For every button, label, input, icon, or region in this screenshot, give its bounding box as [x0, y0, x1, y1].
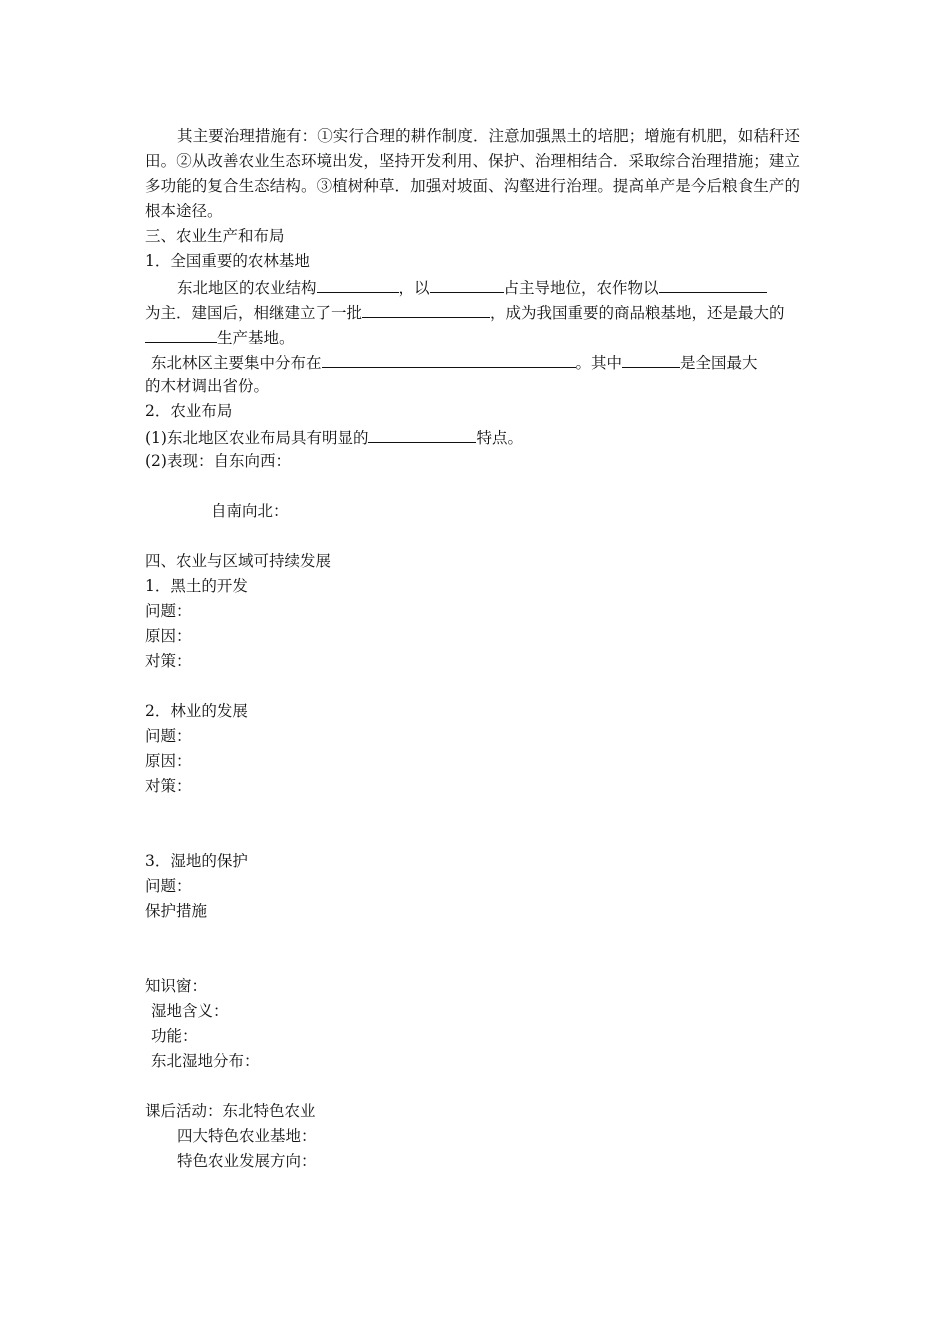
forest-text-c: 是全国最大 — [680, 354, 758, 372]
forest-line-2: 的木材调出省份。 — [145, 377, 270, 395]
farm-blank-5[interactable] — [145, 324, 217, 343]
farm-text-d: 为主．建国后，相继建立了一批 — [145, 304, 363, 322]
forest-text-a: 东北林区主要集中分布在 — [151, 354, 322, 372]
forestry-reason: 原因： — [145, 752, 192, 770]
layout-blank-1[interactable] — [368, 424, 476, 443]
section4-sub1: 1．黑土的开发 — [145, 577, 248, 595]
farm-text-f: 生产基地。 — [217, 329, 295, 347]
farm-text-b: ，以 — [398, 279, 430, 297]
farm-blank-1[interactable] — [317, 274, 399, 293]
farm-blank-3[interactable] — [659, 274, 767, 293]
section3-heading: 三、农业生产和布局 — [145, 227, 285, 245]
farm-line-3 — [145, 324, 805, 349]
layout-line-3: 自南向北： — [211, 502, 289, 520]
knowledge-distribution: 东北湿地分布： — [151, 1052, 260, 1070]
farm-line-1 — [145, 274, 805, 299]
blacksoil-reason: 原因： — [145, 627, 192, 645]
forest-blank-1[interactable] — [322, 349, 576, 368]
section3-sub2: 2．农业布局 — [145, 402, 233, 420]
layout-text-b: 特点。 — [476, 429, 523, 447]
document-page — [145, 124, 805, 1174]
layout-line-2: (2)表现：自东向西： — [145, 452, 291, 470]
layout-text-a: (1)东北地区农业布局具有明显的 — [145, 429, 369, 447]
forest-paragraph — [145, 349, 805, 399]
activity-heading: 课后活动：东北特色农业 — [145, 1102, 316, 1120]
section4-sub3: 3．湿地的保护 — [145, 852, 248, 870]
forestry-measure: 对策： — [145, 777, 192, 795]
blacksoil-measure: 对策： — [145, 652, 192, 670]
farm-blank-2[interactable] — [430, 274, 504, 293]
forest-blank-2[interactable] — [622, 349, 680, 368]
knowledge-meaning: 湿地含义： — [151, 1002, 229, 1020]
wetland-problem: 问题： — [145, 877, 192, 895]
farm-line-2 — [145, 299, 805, 324]
farm-text-c: 占主导地位，农作物以 — [503, 279, 659, 297]
section4-sub2: 2．林业的发展 — [145, 702, 248, 720]
farm-text-e: ，成为我国重要的商品粮基地，还是最大的 — [490, 304, 785, 322]
knowledge-heading: 知识窗： — [145, 977, 208, 995]
section4-heading: 四、农业与区域可持续发展 — [145, 552, 332, 570]
forestry-problem: 问题： — [145, 727, 192, 745]
wetland-protection: 保护措施 — [145, 902, 208, 920]
activity-direction: 特色农业发展方向： — [177, 1152, 317, 1170]
farm-paragraph — [145, 274, 805, 349]
forest-text-b: 。其中 — [575, 354, 623, 372]
blacksoil-problem: 问题： — [145, 602, 192, 620]
forest-line-1 — [145, 349, 805, 374]
layout-line-1 — [145, 424, 805, 449]
knowledge-function: 功能： — [151, 1027, 198, 1045]
farm-text-a: 东北地区的农业结构 — [177, 279, 317, 297]
section3-sub1: 1．全国重要的农林基地 — [145, 252, 310, 270]
activity-bases: 四大特色农业基地： — [177, 1127, 317, 1145]
intro-paragraph: 其主要治理措施有：①实行合理的耕作制度．注意加强黑土的培肥；增施有机肥，如秸秆还田。②从改善农业生态环境出发，坚持开发利用、保护、治理相结合．采取综合治理措施；建立多功能的复合生态结构。③植树种草．加强对坡面、沟壑进行治理。提高单产是今后粮食生产的根本途径。 — [145, 127, 800, 220]
farm-blank-4[interactable] — [362, 299, 490, 318]
